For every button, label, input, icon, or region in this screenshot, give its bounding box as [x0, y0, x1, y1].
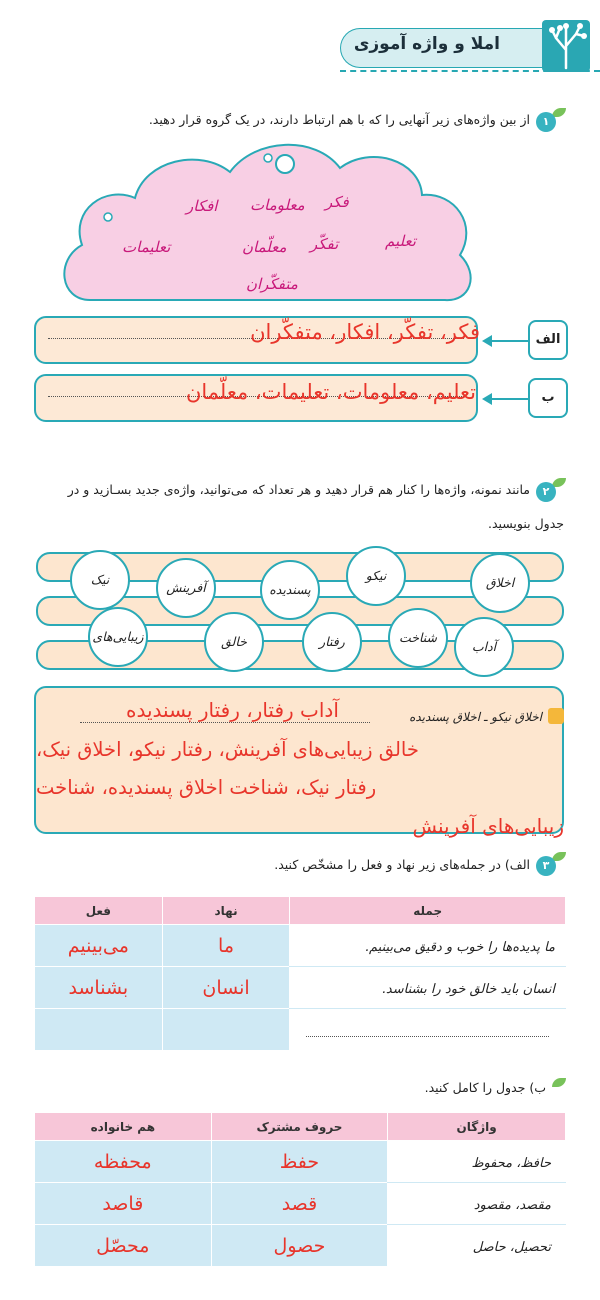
answer-line-2: خالق زیبایی‌های آفرینش، رفتار نیکو، اخلاق نیک،	[36, 738, 419, 761]
word-family-table	[34, 1112, 566, 1267]
question-3a-prompt: الف) در جمله‌های زیر نهاد و فعل را مشخّص کنید.	[274, 857, 530, 872]
table-cell: محصّل	[35, 1225, 212, 1267]
word-bubble: اخلاق	[470, 553, 530, 613]
subject-verb-table	[34, 896, 566, 1051]
table-cell: حصول	[211, 1225, 388, 1267]
answer-line-1: آداب رفتار، رفتار پسندیده	[126, 698, 339, 722]
header-subject: نهاد	[162, 897, 290, 925]
page-title: املا و واژه آموزی	[353, 34, 500, 54]
table-cell	[290, 1009, 566, 1051]
question-2-prompt-line2: جدول بنویسید.	[487, 516, 564, 531]
answer-a-text: فکر، تفکّر، افکار، متفکّران	[250, 320, 480, 344]
arrow-left-icon	[482, 393, 492, 405]
table-cell: می‌بینیم	[35, 925, 163, 967]
question-number-1: ۱	[536, 112, 556, 132]
word-bubble: پسندیده	[260, 560, 320, 620]
table-cell: انسان	[162, 967, 290, 1009]
table-cell: بشناسد	[35, 967, 163, 1009]
word-bubble: آداب	[454, 617, 514, 677]
cloud-word: تفکّر	[310, 235, 339, 253]
word-bubble: نیکو	[346, 546, 406, 606]
header-words: واژگان	[388, 1113, 566, 1141]
word-bubble: خالق	[204, 612, 264, 672]
word-bubble: نیک	[70, 550, 130, 610]
table-cell: مقصد، مقصود	[388, 1183, 566, 1225]
table-cell: ما	[162, 925, 290, 967]
table-cell: قاصد	[35, 1183, 212, 1225]
header-family: هم خانواده	[35, 1113, 212, 1141]
cloud-word: تعلیمات	[122, 238, 171, 256]
cloud-word: متفکّران	[246, 275, 298, 293]
pencil-icon	[548, 708, 564, 724]
table-cell: محفظه	[35, 1141, 212, 1183]
table-cell: انسان باید خالق خود را بشناسد.	[290, 967, 566, 1009]
word-bubble: زیبایی‌های	[88, 607, 148, 667]
cloud-word: تعلیم	[385, 232, 416, 250]
cloud-word: افکار	[186, 197, 218, 215]
answer-b-text: تعلیم، معلومات، تعلیمات، معلّمان	[185, 380, 476, 404]
cloud-word: معلّمان	[242, 238, 287, 256]
cloud-word: فکر	[325, 193, 349, 211]
dotted-line	[80, 722, 370, 723]
table-cell	[162, 1009, 290, 1051]
question-number-3: ۳	[536, 856, 556, 876]
header-common: حروف مشترک	[211, 1113, 388, 1141]
label-b: ب	[528, 378, 568, 418]
question-2-prompt-line1: مانند نمونه، واژه‌ها را کنار هم قرار دهید و هر تعداد که می‌توانید، واژه‌ی جدید بسـازید و در	[67, 482, 530, 497]
question-3b-prompt: ب) جدول را کامل کنید.	[424, 1080, 546, 1095]
table-cell: حافظ، محفوظ	[388, 1141, 566, 1183]
tree-icon	[542, 20, 590, 72]
arrow-line	[490, 340, 528, 342]
word-bubble: رفتار	[302, 612, 362, 672]
label-a: الف	[528, 320, 568, 360]
header-sentence: جمله	[290, 897, 566, 925]
question-number-2: ۲	[536, 482, 556, 502]
table-cell	[35, 1009, 163, 1051]
leaf-icon	[552, 1078, 566, 1087]
word-bubble: آفرینش	[156, 558, 216, 618]
arrow-line	[490, 398, 528, 400]
answer-line-3: رفتار نیک، شناخت اخلاق پسندیده، شناخت	[36, 776, 377, 799]
word-bubble: شناخت	[388, 608, 448, 668]
answer-line-4: زیبایی‌های آفرینش	[412, 814, 564, 838]
table-cell: تحصیل، حاصل	[388, 1225, 566, 1267]
table-cell: حفظ	[211, 1141, 388, 1183]
example-text: اخلاق نیکو ـ اخلاق پسندیده	[409, 710, 542, 724]
header-verb: فعل	[35, 897, 163, 925]
table-cell: قصد	[211, 1183, 388, 1225]
cloud-word: معلومات	[250, 196, 305, 214]
question-1-prompt: از بین واژه‌های زیر آنهایی را که با هم ارتباط دارند، در یک گروه قرار دهید.	[148, 112, 530, 127]
arrow-left-icon	[482, 335, 492, 347]
table-cell: ما پدیده‌ها را خوب و دقیق می‌بینیم.	[290, 925, 566, 967]
